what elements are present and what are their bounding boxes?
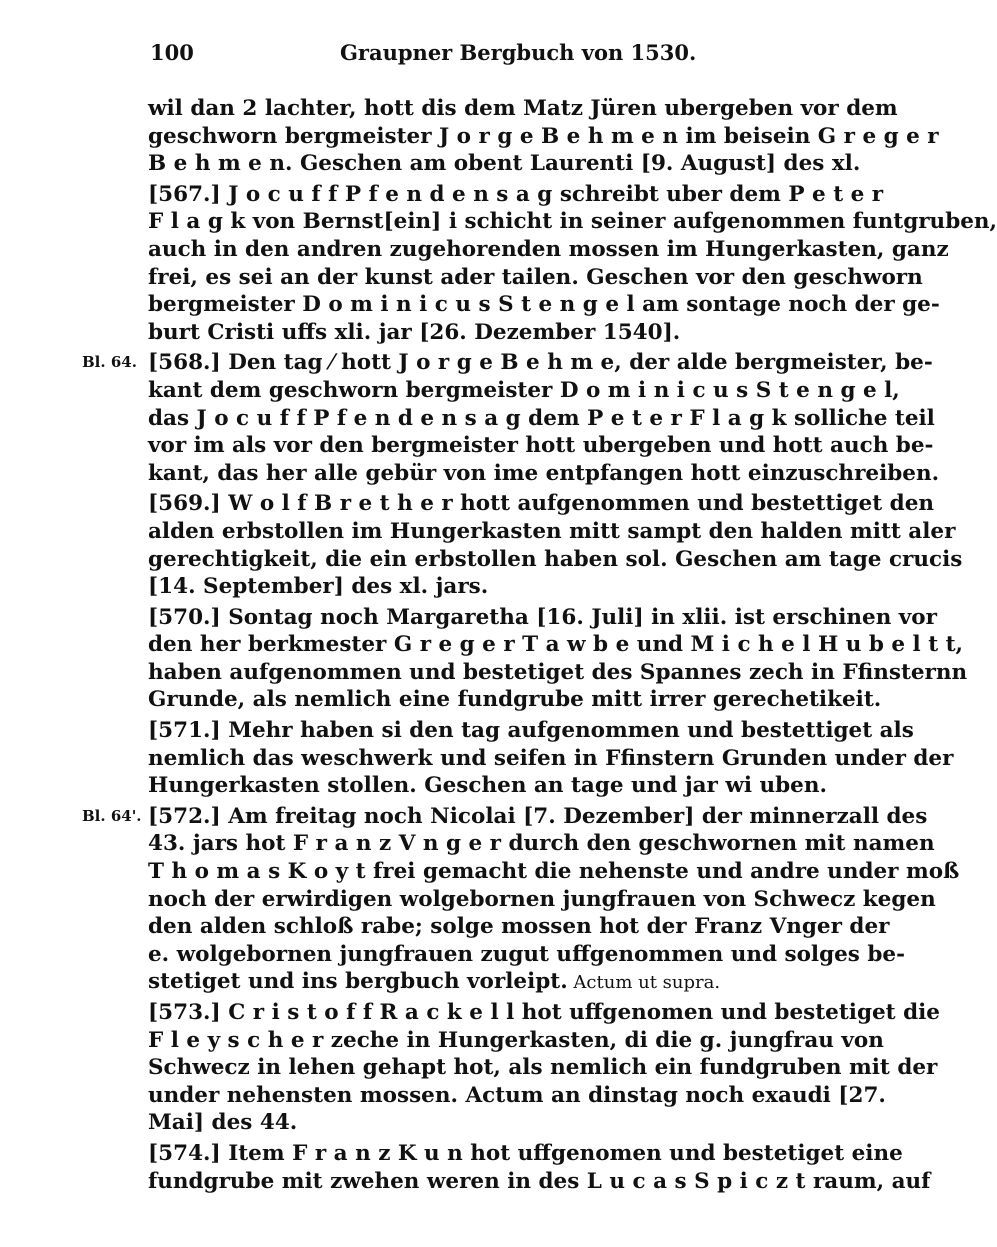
text-line [148, 490, 934, 518]
text-line [148, 546, 963, 574]
text-line [148, 659, 968, 687]
line-text: [14. September] des xl. jars. [148, 574, 489, 600]
line-text: F l a g k von Bernst[ein] i schicht in seiner aufgenommen funtgruben, [148, 209, 997, 235]
line-text: under nehensten mossen. Actum an dinstag noch exaudi [27. [148, 1082, 886, 1108]
text-line [148, 460, 940, 488]
line-text: Mai] des 44. [148, 1110, 298, 1136]
line-text: den alden schloß rabe; solge mossen hot der Franz Vnger der [148, 914, 890, 940]
line-text: auch in den andren zugehorenden mossen im Hungerkasten, ganz [148, 236, 949, 262]
line-text: [569.] W o l f B r e t h e r hott aufgenommen und bestettiget den [148, 491, 934, 517]
running-title: Graupner Bergbuch von 1530. [340, 40, 697, 65]
line-text: Schwecz in lehen gehapt hot, als nemlich ein fundgruben mit der [148, 1055, 938, 1081]
line-text: vor im als vor den bergmeister hott ubergeben und hott auch be- [148, 433, 934, 459]
text-line [148, 886, 936, 914]
line-text: nemlich das weschwerk und seifen in Ffinstern Grunden under der [148, 745, 954, 771]
line-text: e. wolgebornen jungfrauen zugut uffgenommen und solges be- [148, 941, 906, 967]
margin-folio-note: Bl. 64. [82, 353, 137, 372]
text-line [82, 349, 933, 377]
text-line [148, 264, 923, 292]
line-text: frei, es sei an der kunst ader tailen. Geschen vor den geschworn [148, 264, 923, 290]
text-line [148, 968, 813, 996]
text-line [148, 1054, 938, 1082]
text-line [148, 181, 884, 209]
text-line [148, 686, 882, 714]
line-text: den her berkmester G r e g e r T a w b e und M i c h e l H u b e l t t, [148, 632, 964, 658]
text-line [148, 717, 914, 745]
text-line [148, 405, 935, 433]
line-text: kant, das her alle gebür von ime entpfangen hott einzuschreiben. [148, 460, 940, 486]
text-line [148, 604, 937, 632]
text-line [148, 95, 898, 123]
line-text: kant dem geschworn bergmeister D o m i n i c u s S t e n g e l, [148, 377, 900, 403]
page-number: 100 [150, 40, 194, 65]
line-text: [567.] J o c u f f P f e n d e n s a g schreibt uber dem P e t e r [148, 181, 884, 207]
line-text: geschworn bergmeister J o r g e B e h m e n im beisein G r e g e r [148, 123, 939, 149]
text-line [148, 123, 939, 151]
latin-text: Actum ut supra. [567, 972, 721, 994]
line-text: [570.] Sontag noch Margaretha [16. Juli] in xlii. ist erschinen vor [148, 604, 937, 630]
text-line [148, 1168, 931, 1196]
text-line [148, 1082, 886, 1110]
line-text: [574.] Item F r a n z K u n hot uffgenomen und bestetiget eine [148, 1140, 903, 1166]
text-line [148, 1109, 813, 1137]
text-line [148, 150, 861, 178]
text-line [148, 631, 964, 659]
line-text: Grunde, als nemlich eine fundgrube mitt irrer gerechetikeit. [148, 687, 882, 713]
text-line [148, 1140, 903, 1168]
line-text: fundgrube mit zwehen weren in des L u c a s S p i c z t raum, auf [148, 1168, 931, 1194]
body-text [82, 95, 997, 1195]
text-line [148, 319, 813, 347]
text-line [148, 772, 827, 800]
text-line [82, 803, 928, 831]
line-text: [572.] Am freitag noch Nicolai [7. Dezember] der minnerzall des [148, 803, 928, 829]
line-text: Hungerkasten stollen. Geschen an tage und jar wi uben. [148, 773, 827, 799]
line-text: das J o c u f f P f e n d e n s a g dem P e t e r F l a g k solliche teil [148, 405, 935, 431]
text-line [148, 208, 997, 236]
line-text: bergmeister D o m i n i c u s S t e n g e l am sontage noch der ge- [148, 292, 940, 318]
line-text: T h o m a s K o y t frei gemacht die nehenste und andre under moß [148, 859, 960, 885]
line-text: 43. jars hot F r a n z V n g e r durch den geschwornen mit namen [148, 831, 935, 857]
line-text: F l e y s c h e r zeche in Hungerkasten, di die g. jungfrau von [148, 1027, 884, 1053]
text-line [148, 573, 813, 601]
line-text: [568.] Den tag ⁄ hott J o r g e B e h m e, der alde bergmeister, be- [148, 350, 933, 376]
text-line [148, 745, 954, 773]
text-line [148, 858, 960, 886]
text-line [148, 291, 940, 319]
text-line [148, 999, 940, 1027]
text-line [148, 913, 890, 941]
line-text: wil dan 2 lachter, hott dis dem Matz Jüren ubergeben vor dem [148, 96, 898, 121]
text-line [148, 941, 906, 969]
line-text: burt Cristi uffs xli. jar [26. Dezember 1540]. [148, 319, 681, 345]
line-text: haben aufgenommen und bestetiget des Spannes zech in Ffinsternn [148, 659, 968, 685]
text-line [148, 377, 900, 405]
line-text: noch der erwirdigen wolgebornen jungfrauen von Schwecz kegen [148, 886, 936, 912]
text-line [148, 236, 949, 264]
text-line [148, 432, 934, 460]
text-line [148, 1027, 884, 1055]
text-line [148, 830, 935, 858]
line-text: stetiget und ins bergbuch vorleipt. [148, 969, 568, 995]
line-text: gerechtigkeit, die ein erbstollen haben sol. Geschen am tage crucis [148, 546, 963, 572]
page-header [150, 40, 810, 70]
margin-folio-note: Bl. 64'. [82, 806, 142, 825]
line-text: [571.] Mehr haben si den tag aufgenommen und bestettiget als [148, 718, 914, 744]
line-text: alden erbstollen im Hungerkasten mitt sampt den halden mitt aler [148, 518, 956, 544]
line-text: B e h m e n. Geschen am obent Laurenti [9. August] des xl. [148, 151, 861, 177]
text-line [148, 518, 956, 546]
line-text: [573.] C r i s t o f f R a c k e l l hot uffgenomen und bestetiget die [148, 1000, 940, 1025]
